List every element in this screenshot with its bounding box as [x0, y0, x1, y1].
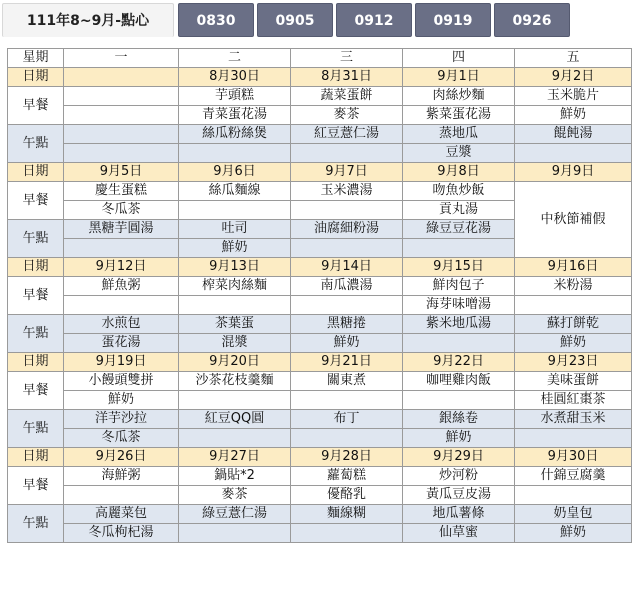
breakfast-label-cell: 早餐 — [8, 87, 64, 125]
meal-cell: 鮮奶 — [515, 106, 632, 125]
snack-row — [8, 125, 632, 144]
breakfast-row — [8, 372, 632, 391]
meal-cell: 吐司 — [179, 220, 291, 239]
meal-cell — [291, 144, 403, 163]
snack-label-cell: 午點 — [8, 125, 64, 163]
meal-cell — [64, 239, 179, 258]
date-cell — [64, 68, 179, 87]
meal-cell — [291, 201, 403, 220]
meal-cell: 餛飩湯 — [515, 125, 632, 144]
breakfast-row — [8, 391, 632, 410]
breakfast-row — [8, 486, 632, 505]
date-cell: 9月15日 — [403, 258, 515, 277]
weekday-corner-cell: 星期 — [8, 49, 64, 68]
meal-cell: 奶皇包 — [515, 505, 632, 524]
date-cell: 9月5日 — [64, 163, 179, 182]
meal-cell: 慶生蛋糕 — [64, 182, 179, 201]
breakfast-row — [8, 182, 632, 201]
meal-cell: 紅豆QQ圓 — [179, 410, 291, 429]
meal-cell: 洋芋沙拉 — [64, 410, 179, 429]
date-row — [8, 163, 632, 182]
meal-cell: 榨菜肉絲麵 — [179, 277, 291, 296]
meal-cell: 紫米地瓜湯 — [403, 315, 515, 334]
date-cell: 9月23日 — [515, 353, 632, 372]
meal-cell: 蔬菜蛋餅 — [291, 87, 403, 106]
breakfast-label-cell: 早餐 — [8, 182, 64, 220]
meal-cell: 茶葉蛋 — [179, 315, 291, 334]
meal-cell: 南瓜濃湯 — [291, 277, 403, 296]
meal-cell — [179, 144, 291, 163]
date-cell: 9月19日 — [64, 353, 179, 372]
meal-cell — [515, 486, 632, 505]
breakfast-row — [8, 277, 632, 296]
snack-label-cell: 午點 — [8, 220, 64, 258]
date-cell: 9月1日 — [403, 68, 515, 87]
breakfast-row — [8, 467, 632, 486]
meal-cell: 鮮肉包子 — [403, 277, 515, 296]
date-row — [8, 258, 632, 277]
meal-cell: 麥茶 — [291, 106, 403, 125]
snack-label-cell: 午點 — [8, 410, 64, 448]
meal-cell: 芋頭糕 — [179, 87, 291, 106]
meal-cell — [403, 239, 515, 258]
snack-label-cell: 午點 — [8, 505, 64, 543]
date-cell: 9月27日 — [179, 448, 291, 467]
meal-cell — [403, 334, 515, 353]
meal-cell — [515, 429, 632, 448]
meal-cell: 美味蛋餅 — [515, 372, 632, 391]
weekday-cell: 五 — [515, 49, 632, 68]
meal-cell: 絲瓜粉絲煲 — [179, 125, 291, 144]
meal-cell: 蘇打餅乾 — [515, 315, 632, 334]
meal-cell: 玉米濃湯 — [291, 182, 403, 201]
tab-0912[interactable]: 0912 — [336, 3, 412, 37]
date-label-cell: 日期 — [8, 163, 64, 182]
date-cell: 9月6日 — [179, 163, 291, 182]
meal-cell: 蒸地瓜 — [403, 125, 515, 144]
date-cell: 9月8日 — [403, 163, 515, 182]
meal-cell — [64, 87, 179, 106]
meal-cell: 鮮魚粥 — [64, 277, 179, 296]
meal-cell: 關東煮 — [291, 372, 403, 391]
breakfast-label-cell: 早餐 — [8, 372, 64, 410]
date-cell: 8月31日 — [291, 68, 403, 87]
breakfast-row — [8, 296, 632, 315]
meal-cell: 海鮮粥 — [64, 467, 179, 486]
meal-cell: 仙草蜜 — [403, 524, 515, 543]
date-cell: 9月20日 — [179, 353, 291, 372]
meal-cell: 混漿 — [179, 334, 291, 353]
meal-cell: 綠豆薏仁湯 — [179, 505, 291, 524]
meal-cell: 桂圓紅棗茶 — [515, 391, 632, 410]
tab-0830[interactable]: 0830 — [178, 3, 254, 37]
meal-cell — [64, 125, 179, 144]
meal-cell: 炒河粉 — [403, 467, 515, 486]
sheet-tab-bar — [0, 0, 640, 40]
meal-cell: 貢丸湯 — [403, 201, 515, 220]
meal-cell: 綠豆豆花湯 — [403, 220, 515, 239]
meal-cell: 玉米脆片 — [515, 87, 632, 106]
meal-cell: 豆漿 — [403, 144, 515, 163]
meal-cell — [179, 201, 291, 220]
meal-cell: 冬瓜枸杞湯 — [64, 524, 179, 543]
date-row — [8, 448, 632, 467]
snack-row — [8, 505, 632, 524]
weekday-cell: 二 — [179, 49, 291, 68]
date-cell: 9月16日 — [515, 258, 632, 277]
meal-cell — [291, 391, 403, 410]
meal-cell: 油腐細粉湯 — [291, 220, 403, 239]
meal-cell: 地瓜薯條 — [403, 505, 515, 524]
meal-cell — [179, 524, 291, 543]
date-row — [8, 68, 632, 87]
date-cell: 9月22日 — [403, 353, 515, 372]
meal-cell: 小饅頭雙拼 — [64, 372, 179, 391]
weekday-cell: 三 — [291, 49, 403, 68]
date-cell: 9月14日 — [291, 258, 403, 277]
breakfast-label-cell: 早餐 — [8, 277, 64, 315]
date-cell: 9月7日 — [291, 163, 403, 182]
meal-cell: 吻魚炒飯 — [403, 182, 515, 201]
breakfast-row — [8, 87, 632, 106]
meal-cell: 蘿蔔糕 — [291, 467, 403, 486]
meal-cell — [291, 239, 403, 258]
tab-0926[interactable]: 0926 — [494, 3, 570, 37]
meal-cell: 鮮奶 — [515, 334, 632, 353]
meal-cell: 高麗菜包 — [64, 505, 179, 524]
meal-cell: 米粉湯 — [515, 277, 632, 296]
meal-cell: 麵線糊 — [291, 505, 403, 524]
date-row — [8, 353, 632, 372]
meal-cell — [403, 391, 515, 410]
date-cell: 9月26日 — [64, 448, 179, 467]
meal-cell — [291, 524, 403, 543]
meal-cell: 咖哩雞肉飯 — [403, 372, 515, 391]
meal-cell — [515, 144, 632, 163]
meal-cell: 紫菜蛋花湯 — [403, 106, 515, 125]
date-cell: 9月28日 — [291, 448, 403, 467]
breakfast-row — [8, 106, 632, 125]
meal-cell: 肉絲炒麵 — [403, 87, 515, 106]
meal-cell: 鮮奶 — [403, 429, 515, 448]
date-label-cell: 日期 — [8, 68, 64, 87]
meal-cell: 優酪乳 — [291, 486, 403, 505]
meal-cell: 什錦豆腐羹 — [515, 467, 632, 486]
snack-row — [8, 144, 632, 163]
snack-label-cell: 午點 — [8, 315, 64, 353]
date-cell: 9月2日 — [515, 68, 632, 87]
date-cell: 9月12日 — [64, 258, 179, 277]
weekday-header-row — [8, 49, 632, 68]
date-cell: 9月13日 — [179, 258, 291, 277]
meal-cell: 海芽味噌湯 — [403, 296, 515, 315]
tab-title[interactable]: 111年8~9月-點心 — [2, 3, 174, 37]
date-cell: 9月30日 — [515, 448, 632, 467]
meal-cell — [179, 391, 291, 410]
date-label-cell: 日期 — [8, 448, 64, 467]
meal-cell: 水煮甜玉米 — [515, 410, 632, 429]
meal-schedule-table — [7, 48, 632, 543]
meal-cell: 黑糖捲 — [291, 315, 403, 334]
meal-cell — [64, 144, 179, 163]
weekday-cell: 一 — [64, 49, 179, 68]
snack-row — [8, 524, 632, 543]
weekday-cell: 四 — [403, 49, 515, 68]
meal-cell: 鮮奶 — [64, 391, 179, 410]
tab-0919[interactable]: 0919 — [415, 3, 491, 37]
meal-cell — [179, 429, 291, 448]
date-label-cell: 日期 — [8, 353, 64, 372]
date-cell: 9月29日 — [403, 448, 515, 467]
meal-cell: 沙茶花枝羹麵 — [179, 372, 291, 391]
meal-cell — [291, 296, 403, 315]
meal-cell: 鮮奶 — [179, 239, 291, 258]
meal-cell: 冬瓜茶 — [64, 429, 179, 448]
meal-cell: 水煎包 — [64, 315, 179, 334]
meal-cell: 麥茶 — [179, 486, 291, 505]
meal-cell — [64, 106, 179, 125]
meal-cell: 蛋花湯 — [64, 334, 179, 353]
breakfast-label-cell: 早餐 — [8, 467, 64, 505]
snack-row — [8, 410, 632, 429]
tab-0905[interactable]: 0905 — [257, 3, 333, 37]
meal-cell: 黃瓜豆皮湯 — [403, 486, 515, 505]
meal-cell — [515, 296, 632, 315]
meal-cell — [64, 296, 179, 315]
date-label-cell: 日期 — [8, 258, 64, 277]
date-cell: 9月21日 — [291, 353, 403, 372]
snack-row — [8, 315, 632, 334]
meal-cell — [64, 486, 179, 505]
meal-cell: 紅豆薏仁湯 — [291, 125, 403, 144]
meal-cell: 鮮奶 — [291, 334, 403, 353]
snack-row — [8, 334, 632, 353]
meal-cell: 青菜蛋花湯 — [179, 106, 291, 125]
meal-cell: 黑糖芋圓湯 — [64, 220, 179, 239]
meal-cell — [291, 429, 403, 448]
meal-cell: 布丁 — [291, 410, 403, 429]
date-cell: 8月30日 — [179, 68, 291, 87]
meal-cell: 冬瓜茶 — [64, 201, 179, 220]
meal-cell: 絲瓜麵線 — [179, 182, 291, 201]
meal-cell — [179, 296, 291, 315]
snack-row — [8, 429, 632, 448]
meal-cell: 銀絲卷 — [403, 410, 515, 429]
date-cell: 9月9日 — [515, 163, 632, 182]
meal-cell: 鍋貼*2 — [179, 467, 291, 486]
holiday-cell: 中秋節補假 — [515, 182, 632, 258]
meal-cell: 鮮奶 — [515, 524, 632, 543]
